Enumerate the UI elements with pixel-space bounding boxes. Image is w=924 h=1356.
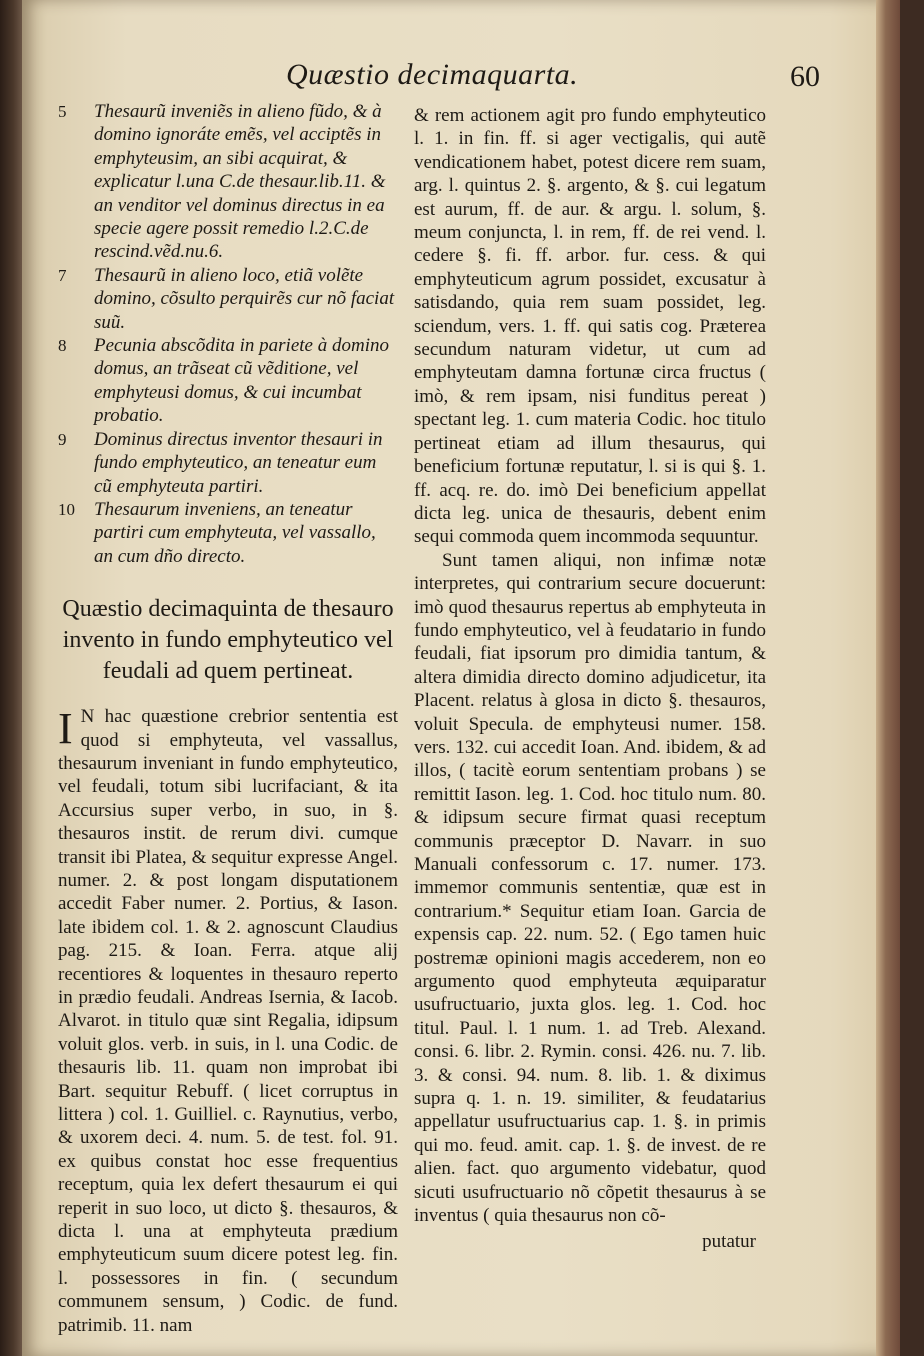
right-paragraph-1: & rem actionem agit pro fundo emphyteutico l. 1. in fin. ff. si ager vectigalis, qui autẽ vendicationem habet, potest dicere rem suam, arg. l. quintus 2. §. argento, & §. cui legatum est aurum, ff. de aur. & argu. l. solum, §. meum conjuncta, l. in rem, ff. de rei vend. l. cedere §. fi. ff. arbor. fur. cess. & qui emphyteuticum agrum possidet, excusatur à satisdando, quia rem suam possidet, leg. sciendum, vers. 1. ff. qui satis cog. Præterea secundum naturam videtur, ut cum ad emphyteutam damna fortunæ circa fructus ( imò, & rem ipsam, nisi funditus pereat ) spectant leg. 1. cum materia Codic. hoc titulo pertineat etiam ad illum thesaurus, qui beneficium fortunæ reputatur, l. si is qui §. 1. ff. acq. re. do. imò Dei beneficium appellat dicta leg. unica de thesauris, debent enim sequi commoda quem incommoda sequuntur.: [414, 105, 766, 548]
summary-item: [58, 498, 398, 568]
question-title: Quæstio decimaquinta de thesauro invento in fundo emphyteutico vel feudali ad quem pertineat.: [62, 596, 394, 685]
summary-number: 10: [58, 499, 75, 519]
right-paragraph-2: Sunt tamen aliqui, non infimæ notæ interpretes, qui contrarium secure docuerunt: imò quod thesaurus repertus ab emphyteuta in fundo emphyteutico, vel à feudatario in fundo feudali, fiat ipsorum pro dimidia tantum, & altera dimidia directo domino adjudicetur, ita Placent. relatus à glosa in dicto §. thesauros, voluit Specula. de emphyteusi numer. 158. vers. 132. cui accedit Ioan. And. ibidem, & ad illos, ( tacitè eorum sententiam probans ) se remittit Iason. leg. 1. Cod. hoc titulo num. 80. & idipsum secure firmat quasi receptum communis præceptor D. Navarr. in suo Manuali confessorum c. 17. numer. 173. immemor communis sententiæ, quæ est in contrarium.* Sequitur etiam Ioan. Garcia de expensis cap. 22. num. 52. ( Ego tamen huic postremæ opinioni magis accederem, non eo argumento quod emphyteuta æquiparatur usufructuario, juxta glos. leg. 1. Cod. hoc titul. Paul. l. 1 num. 1. ad Treb. Alexand. consi. 6. libr. 2. Rymin. consi. 426. nu. 7. lib. 3. & consi. 94. num. 8. lib. 1. & diximus supra q. 1. n. 19. similiter, & feudatarius appellatur usufructuarius cap. 1. §. in primis qui mo. feud. amit. cap. 1. §. de invest. de re alien. fact. quo argumento videbatur, quod sicuti usufructuario nõ cõpetit thesaurus à se inventus ( quia thesaurus non cõ-: [414, 549, 766, 1227]
summary-number: 5: [58, 102, 67, 121]
summary-text: Thesaurũ in alieno loco, etiã volẽte domino, cõsulto perquirẽs cur nõ faciat suũ.: [94, 264, 395, 333]
summary-text: Thesaurũ inveniẽs in alieno fũdo, & à domino ignoráte emẽs, vel acciptẽs in emphyteusim, an sibi acquirat, & explicatur l.una C.de thesaur.lib.11. & an venditor vel dominus directus in ea specie agere possit remedio l.2.C.de rescind.vẽd.nu.6.: [94, 101, 386, 263]
summary-number: 7: [58, 265, 67, 285]
summary-text: Dominus directus inventor thesauri in fundo emphyteutico, an teneatur eum cũ emphyteuta partiri.: [94, 428, 383, 497]
summary-item: [58, 428, 398, 498]
summary-text: Pecunia abscõdita in pariete à domino domus, an trãseat cũ vẽditione, vel emphyteusi domus, & cui incumbat probatio.: [94, 335, 389, 427]
folio-number: 60: [790, 60, 820, 93]
summary-item: [58, 334, 398, 428]
page-edge: [876, 0, 900, 1356]
book-spine: [0, 0, 22, 1356]
right-column: [414, 104, 766, 1253]
catchword: putatur: [702, 1230, 756, 1252]
summary-number: 8: [58, 336, 67, 356]
summary-item: [58, 264, 398, 334]
summary-number: 9: [58, 429, 67, 449]
summary-item: [58, 100, 398, 264]
summary-list: [58, 100, 398, 568]
left-body-text: N hac quæstione crebrior sententia est quod si emphyteuta, vel vassallus, thesaurum inveniant in fundo emphyteutico, vel feudali, totum sibi lucrifaciant, & ita Accursius super verbo, in suo, in §. thesauros instit. de rerum divi. cumque transit ibi Platea, & sequitur expresse Angel. numer. 2. & post longam disputationem accedit Faber numer. 2. Portius, & Iason. late ibidem col. 1. & 2. agnoscunt Claudius pag. 215. & Ioan. Ferra. atque alij recentiores & loquentes in thesauro reperto in prædio feudali. Andreas Isernia, & Iacob. Alvarot. in titulo quæ sint Regalia, idipsum voluit glos. verb. in suis, in l. una Codic. de thesauris lib. 11. quam non improbat ibi Bart. sequitur Rebuff. ( licet corruptus in littera ) col. 1. Guilliel. c. Raynutius, verbo, & uxorem deci. 4. num. 5. de test. fol. 91. ex quibus constat hoc esse frequentius receptum, quia lex defert thesaurum ei qui reperit in suo loco, ut dicto §. thesauros, & dicta l. una at emphyteuta prædium emphyteuticum suum dicere potest leg. fin. l. possessores in fin. ( secundum communem sensum, ) Codic. de fund. patrimib. 11. nam: [58, 706, 398, 1336]
drop-cap: I: [58, 704, 73, 754]
running-title: Quæstio decimaquarta.: [286, 58, 579, 91]
page-header: [260, 58, 820, 98]
summary-text: Thesaurum inveniens, an teneatur partiri cum emphyteuta, vel vassallo, an cum dño directo.: [94, 498, 376, 567]
left-body-paragraph: [58, 705, 398, 1337]
left-column: [58, 100, 398, 1337]
